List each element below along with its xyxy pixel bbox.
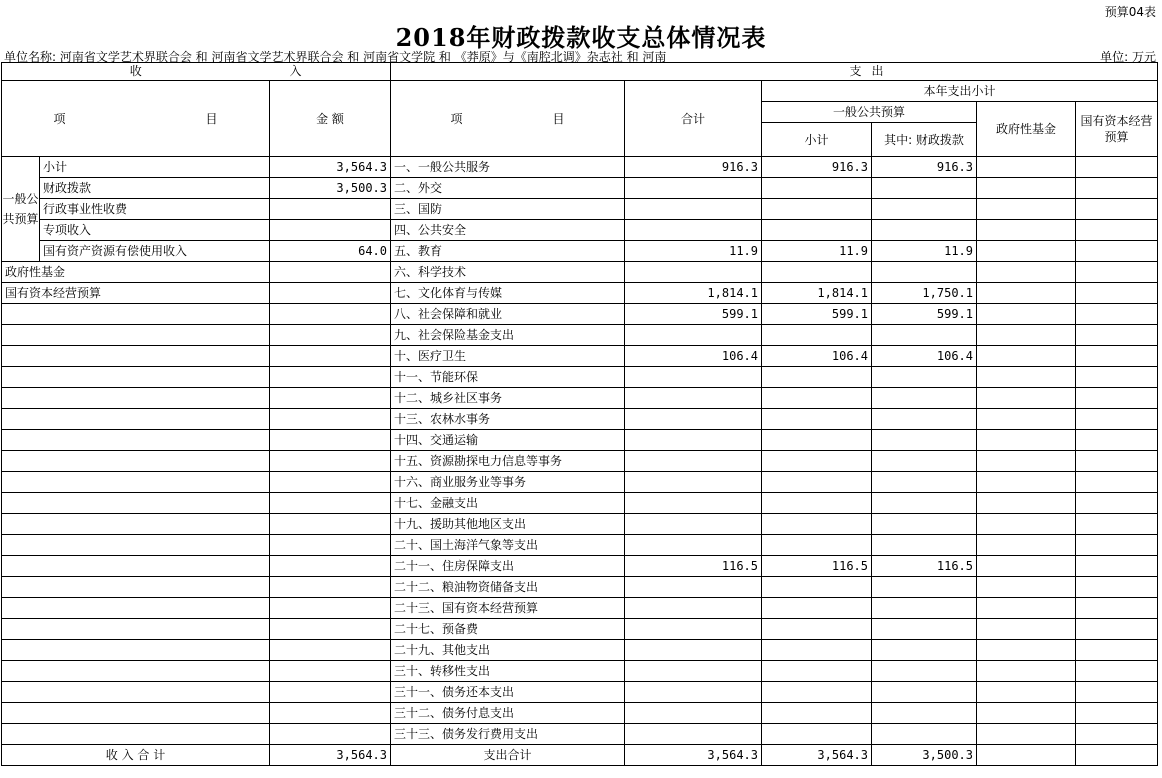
expense-subtotal: [762, 682, 872, 703]
expense-total: [625, 577, 762, 598]
expense-item-label: 三十一、债务还本支出: [391, 682, 625, 703]
expense-total: [625, 493, 762, 514]
expense-total: [625, 724, 762, 745]
table-row: [2, 220, 1158, 241]
expense-total: 116.5: [625, 556, 762, 577]
empty-cell: [2, 577, 270, 598]
expense-item-label: 二、外交: [391, 178, 625, 199]
table-row: [2, 178, 1158, 199]
expense-item-label: 十六、商业服务业等事务: [391, 472, 625, 493]
expense-subtotal: [762, 430, 872, 451]
expense-item-label: 十、医疗卫生: [391, 346, 625, 367]
table-row: [2, 199, 1158, 220]
expense-subtotal: [762, 640, 872, 661]
expense-gov-fund: [977, 556, 1076, 577]
expense-total: [625, 535, 762, 556]
currency-unit: 单位: 万元: [1100, 50, 1156, 64]
income-item-amount: 3,564.3: [270, 157, 391, 178]
expense-gov-fund: [977, 514, 1076, 535]
empty-cell: [270, 388, 391, 409]
income-item-label: 专项收入: [40, 220, 270, 241]
empty-cell: [2, 472, 270, 493]
table-row: [2, 556, 1158, 577]
empty-cell: [2, 682, 270, 703]
expense-fiscal: [872, 367, 977, 388]
empty-cell: [270, 409, 391, 430]
expense-gov-fund: [977, 661, 1076, 682]
expense-state-capital: [1076, 514, 1158, 535]
expense-item-label: 十七、金融支出: [391, 493, 625, 514]
unit-name: 单位名称: 河南省文学艺术界联合会 和 河南省文学艺术界联合会 和 河南省文学院 和 《莽原》与《南腔北调》杂志社 和 河南: [4, 50, 667, 64]
income-total-label: 收 入 合 计: [2, 745, 270, 766]
expense-subtotal-sum: 3,564.3: [762, 745, 872, 766]
expense-fiscal: [872, 640, 977, 661]
expense-state-capital: [1076, 493, 1158, 514]
expense-state-capital: [1076, 535, 1158, 556]
expense-subtotal: [762, 493, 872, 514]
income-item-amount: [270, 220, 391, 241]
expense-subtotal: [762, 535, 872, 556]
expense-gov-fund: [977, 304, 1076, 325]
income-item-amount: 64.0: [270, 241, 391, 262]
empty-cell: [270, 493, 391, 514]
expense-fiscal: [872, 262, 977, 283]
expense-gov-fund: [977, 262, 1076, 283]
header-amount: 金 额: [270, 81, 391, 157]
expense-item-label: 十九、援助其他地区支出: [391, 514, 625, 535]
table-row: [2, 535, 1158, 556]
header-gov-fund: 政府性基金: [977, 102, 1076, 157]
expense-total: 1,814.1: [625, 283, 762, 304]
table-row: [2, 157, 1158, 178]
empty-cell: [2, 367, 270, 388]
table-row: [2, 472, 1158, 493]
expense-item-label: 二十、国土海洋气象等支出: [391, 535, 625, 556]
expense-gov-fund: [977, 703, 1076, 724]
expense-item-label: 三十、转移性支出: [391, 661, 625, 682]
expense-total: 106.4: [625, 346, 762, 367]
expense-fiscal: [872, 535, 977, 556]
expense-fiscal: [872, 493, 977, 514]
expense-item-label: 三、国防: [391, 199, 625, 220]
income-item-label: 政府性基金: [2, 262, 270, 283]
income-item-amount: [270, 262, 391, 283]
expense-subtotal: [762, 661, 872, 682]
expense-total: [625, 430, 762, 451]
expense-item-label: 七、文化体育与传媒: [391, 283, 625, 304]
expense-fiscal: [872, 451, 977, 472]
expense-gov-fund: [977, 157, 1076, 178]
table-row: [2, 682, 1158, 703]
expense-subtotal: [762, 577, 872, 598]
empty-cell: [270, 325, 391, 346]
expense-state-capital: [1076, 451, 1158, 472]
expense-state-capital: [1076, 283, 1158, 304]
header-expense-item: 项 目: [391, 81, 625, 157]
header-expense-a: 支: [391, 63, 872, 81]
expense-total: [625, 619, 762, 640]
expense-item-label: 五、教育: [391, 241, 625, 262]
header-income-a: 收: [2, 63, 270, 81]
expense-item-label: 二十三、国有资本经营预算: [391, 598, 625, 619]
empty-cell: [270, 682, 391, 703]
empty-cell: [270, 703, 391, 724]
table-row: [2, 703, 1158, 724]
expense-state-capital: [1076, 178, 1158, 199]
expense-total: [625, 682, 762, 703]
expense-state-capital: [1076, 598, 1158, 619]
expense-subtotal: [762, 514, 872, 535]
expense-fiscal: [872, 220, 977, 241]
expense-state-capital: [1076, 661, 1158, 682]
expense-state-capital: [1076, 388, 1158, 409]
expense-state-capital: [1076, 220, 1158, 241]
empty-cell: [2, 640, 270, 661]
empty-cell: [2, 619, 270, 640]
expense-total: [625, 409, 762, 430]
expense-total-label: 支出合计: [391, 745, 625, 766]
table-row: [2, 619, 1158, 640]
table-row: [2, 514, 1158, 535]
expense-item-label: 二十二、粮油物资储备支出: [391, 577, 625, 598]
expense-total: [625, 220, 762, 241]
table-row: [2, 577, 1158, 598]
expense-fiscal-sum: 3,500.3: [872, 745, 977, 766]
expense-subtotal: [762, 451, 872, 472]
empty-cell: [270, 535, 391, 556]
expense-subtotal: [762, 262, 872, 283]
expense-fiscal: 1,750.1: [872, 283, 977, 304]
expense-state-capital: [1076, 577, 1158, 598]
income-group-label: 一般公共预算: [2, 157, 40, 262]
table-row: [2, 325, 1158, 346]
expense-state-capital: [1076, 367, 1158, 388]
empty-cell: [2, 514, 270, 535]
expense-state-capital: [1076, 556, 1158, 577]
empty-cell: [2, 346, 270, 367]
empty-cell: [2, 493, 270, 514]
expense-fiscal: [872, 661, 977, 682]
income-item-amount: [270, 283, 391, 304]
expense-item-label: 三十三、债务发行费用支出: [391, 724, 625, 745]
expense-total: [625, 703, 762, 724]
expense-subtotal: [762, 724, 872, 745]
expense-gov-fund: [977, 493, 1076, 514]
expense-subtotal: 599.1: [762, 304, 872, 325]
expense-state-capital: [1076, 430, 1158, 451]
empty-cell: [270, 430, 391, 451]
income-item-label: 行政事业性收费: [40, 199, 270, 220]
form-id: 预算04表: [1104, 5, 1156, 19]
expense-subtotal: [762, 199, 872, 220]
expense-fiscal: 599.1: [872, 304, 977, 325]
empty-cell: [2, 304, 270, 325]
expense-total: [625, 472, 762, 493]
expense-subtotal: 1,814.1: [762, 283, 872, 304]
expense-total: 599.1: [625, 304, 762, 325]
expense-subtotal: 106.4: [762, 346, 872, 367]
expense-state-capital: [1076, 157, 1158, 178]
expense-state-capital: [1076, 703, 1158, 724]
expense-gov-fund: [977, 577, 1076, 598]
expense-state-capital: [1076, 199, 1158, 220]
empty-cell: [270, 598, 391, 619]
expense-fiscal: [872, 388, 977, 409]
table-body: [2, 63, 1158, 766]
expense-gov-fund: [977, 619, 1076, 640]
income-item-amount: 3,500.3: [270, 178, 391, 199]
expense-total: [625, 262, 762, 283]
header-income-b: 入: [270, 63, 391, 81]
table-row: [2, 640, 1158, 661]
header-total: 合计: [625, 81, 762, 157]
expense-subtotal: [762, 619, 872, 640]
expense-fiscal: 116.5: [872, 556, 977, 577]
page-title: 2018年财政拨款收支总体情况表: [395, 23, 767, 52]
empty-cell: [270, 556, 391, 577]
expense-subtotal: [762, 409, 872, 430]
expense-item-label: 二十一、住房保障支出: [391, 556, 625, 577]
expense-total: 11.9: [625, 241, 762, 262]
income-total-amount: 3,564.3: [270, 745, 391, 766]
empty-cell: [2, 430, 270, 451]
budget-table: [1, 62, 1158, 766]
expense-fiscal: [872, 577, 977, 598]
table-row: [2, 262, 1158, 283]
expense-item-label: 四、公共安全: [391, 220, 625, 241]
expense-item-label: 十一、节能环保: [391, 367, 625, 388]
table-row: [2, 451, 1158, 472]
table-row: [2, 493, 1158, 514]
expense-state-capital: [1076, 262, 1158, 283]
expense-total: [625, 325, 762, 346]
expense-subtotal: 116.5: [762, 556, 872, 577]
empty-cell: [2, 724, 270, 745]
expense-state-capital: [1076, 325, 1158, 346]
expense-gov-fund: [977, 178, 1076, 199]
expense-fiscal: [872, 598, 977, 619]
expense-gov-fund: [977, 346, 1076, 367]
expense-gov-fund: [977, 451, 1076, 472]
empty-cell: [2, 556, 270, 577]
empty-cell: [270, 577, 391, 598]
expense-gov-fund: [977, 724, 1076, 745]
total-row: [2, 745, 1158, 766]
expense-item-label: 十三、农林水事务: [391, 409, 625, 430]
table-row: [2, 430, 1158, 451]
expense-item-label: 十二、城乡社区事务: [391, 388, 625, 409]
income-item-label: 财政拨款: [40, 178, 270, 199]
table-row: [2, 304, 1158, 325]
expense-total: [625, 178, 762, 199]
header-subtotal: 小计: [762, 123, 872, 157]
expense-gov-fund: [977, 283, 1076, 304]
table-row: [2, 388, 1158, 409]
expense-gov-fund: [977, 220, 1076, 241]
expense-fiscal: 106.4: [872, 346, 977, 367]
expense-total: [625, 661, 762, 682]
expense-fiscal: [872, 325, 977, 346]
expense-subtotal: 11.9: [762, 241, 872, 262]
income-item-label: 小计: [40, 157, 270, 178]
expense-state-capital: [1076, 640, 1158, 661]
expense-subtotal: [762, 472, 872, 493]
expense-fiscal: [872, 430, 977, 451]
income-item-label: 国有资产资源有偿使用收入: [40, 241, 270, 262]
header-general-budget: 一般公共预算: [762, 102, 977, 123]
header-expense-b: 出: [872, 63, 1158, 81]
income-item-label: 国有资本经营预算: [2, 283, 270, 304]
header-of-which: 其中: 财政拨款: [872, 123, 977, 157]
expense-item-label: 二十九、其他支出: [391, 640, 625, 661]
empty-cell: [270, 472, 391, 493]
expense-item-label: 九、社会保险基金支出: [391, 325, 625, 346]
empty-cell: [2, 703, 270, 724]
empty-cell: [2, 388, 270, 409]
expense-state-capital: [1076, 619, 1158, 640]
header-state-capital: 国有资本经营预算: [1076, 102, 1158, 157]
table-row: [2, 724, 1158, 745]
expense-state-capital: [1076, 472, 1158, 493]
expense-fiscal: 916.3: [872, 157, 977, 178]
table-row: [2, 598, 1158, 619]
empty-cell: [270, 346, 391, 367]
expense-subtotal: [762, 178, 872, 199]
expense-subtotal: [762, 598, 872, 619]
expense-item-label: 二十七、预备费: [391, 619, 625, 640]
table-row: [2, 367, 1158, 388]
expense-fiscal: [872, 199, 977, 220]
expense-subtotal: 916.3: [762, 157, 872, 178]
expense-item-label: 六、科学技术: [391, 262, 625, 283]
expense-state-capital: [1076, 241, 1158, 262]
expense-total: [625, 367, 762, 388]
table-row: [2, 346, 1158, 367]
header-income-item: 项 目: [2, 81, 270, 157]
empty-cell: [270, 661, 391, 682]
expense-state-capital: [1076, 346, 1158, 367]
income-item-amount: [270, 199, 391, 220]
table-row: [2, 241, 1158, 262]
expense-fiscal: [872, 703, 977, 724]
expense-total: [625, 640, 762, 661]
empty-cell: [2, 409, 270, 430]
empty-cell: [2, 325, 270, 346]
expense-total: 916.3: [625, 157, 762, 178]
expense-total: [625, 598, 762, 619]
empty-cell: [270, 367, 391, 388]
expense-fiscal: [872, 178, 977, 199]
expense-state-capital: [1076, 682, 1158, 703]
expense-fiscal: 11.9: [872, 241, 977, 262]
expense-subtotal: [762, 220, 872, 241]
expense-item-label: 十五、资源勘探电力信息等事务: [391, 451, 625, 472]
expense-gov-fund: [977, 682, 1076, 703]
expense-item-label: 八、社会保障和就业: [391, 304, 625, 325]
expense-total: [625, 388, 762, 409]
expense-item-label: 十四、交通运输: [391, 430, 625, 451]
expense-gov-fund: [977, 241, 1076, 262]
expense-gov-fund: [977, 367, 1076, 388]
header-row-2: [2, 81, 1158, 102]
expense-subtotal: [762, 388, 872, 409]
expense-fiscal: [872, 409, 977, 430]
expense-gov-fund: [977, 472, 1076, 493]
header-row-1: [2, 63, 1158, 81]
expense-state-capital: [1076, 409, 1158, 430]
empty-cell: [270, 640, 391, 661]
expense-gov-fund: [977, 199, 1076, 220]
empty-cell: [2, 451, 270, 472]
empty-cell: [2, 598, 270, 619]
expense-total: [625, 451, 762, 472]
empty-cell: [270, 619, 391, 640]
empty-cell: [270, 514, 391, 535]
empty-cell: [2, 661, 270, 682]
expense-item-label: 一、一般公共服务: [391, 157, 625, 178]
table-row: [2, 283, 1158, 304]
expense-gov-fund: [977, 430, 1076, 451]
expense-fiscal: [872, 724, 977, 745]
empty-cell: [270, 724, 391, 745]
table-row: [2, 409, 1158, 430]
empty-cell: [2, 535, 270, 556]
expense-state-capital-sum: [1076, 745, 1158, 766]
expense-item-label: 三十二、债务付息支出: [391, 703, 625, 724]
expense-gov-fund-sum: [977, 745, 1076, 766]
table-row: [2, 661, 1158, 682]
header-current-year: 本年支出小计: [762, 81, 1158, 102]
expense-subtotal: [762, 367, 872, 388]
expense-gov-fund: [977, 325, 1076, 346]
expense-gov-fund: [977, 640, 1076, 661]
empty-cell: [270, 451, 391, 472]
expense-total: [625, 199, 762, 220]
expense-total: [625, 514, 762, 535]
expense-state-capital: [1076, 724, 1158, 745]
expense-gov-fund: [977, 598, 1076, 619]
expense-subtotal: [762, 703, 872, 724]
expense-total-sum: 3,564.3: [625, 745, 762, 766]
expense-fiscal: [872, 682, 977, 703]
expense-gov-fund: [977, 388, 1076, 409]
expense-fiscal: [872, 514, 977, 535]
expense-subtotal: [762, 325, 872, 346]
expense-state-capital: [1076, 304, 1158, 325]
empty-cell: [270, 304, 391, 325]
expense-fiscal: [872, 619, 977, 640]
expense-fiscal: [872, 472, 977, 493]
expense-gov-fund: [977, 409, 1076, 430]
expense-gov-fund: [977, 535, 1076, 556]
